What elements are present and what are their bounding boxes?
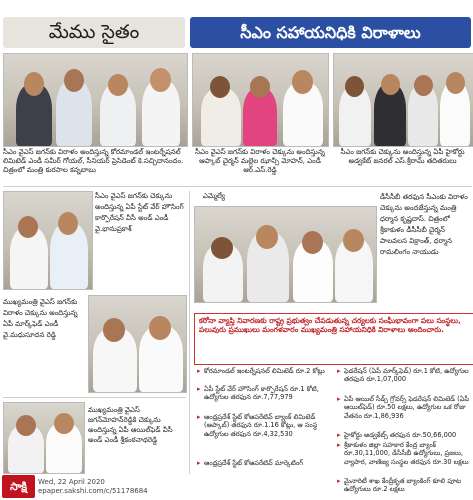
section-title-right — [190, 17, 471, 48]
photo-markfed — [88, 295, 187, 393]
donation-item: ▸ ఏపీ స్టేట్ వేర్ హౌసింగ్ కార్పొరేషన్ రూ.1 కోటి, ఉద్యోగుల తరఫున రూ.7,77,979 — [204, 385, 332, 402]
caption-oilfed: ముఖ్యమంత్రి వైఎస్ జగన్‌మోహన్‌రెడ్డికి చెక్కును అందిస్తున్న ఏపీ ఆయిల్‌ఫెడ్ వీసీ అండ్ ఎండీ శ్రీకంఠనాథరెడ్డి — [88, 406, 173, 444]
caption-warehousing: సీఎం వైఎస్ జగన్‌కు చెక్కును అందిస్తున్న ఏపీ స్టేట్ వేర్ హౌసింగ్ కార్పొరేషన్ వీసీ అండ్ ఎండీ వై.భానుప్రకాశ్ — [95, 192, 184, 233]
section-title-right-text: సీఎం సహాయనిధికి విరాళాలు — [240, 23, 421, 42]
donation-item: ▸ హైకోర్టు అడ్వకేట్స్ తరఫున రూ.50,66,000 — [344, 431, 472, 439]
section-title-left-text: మేము సైతం — [48, 21, 140, 43]
sakshi-logo: సాక్షి — [2, 475, 35, 498]
photo-oilfed — [3, 402, 85, 474]
divider — [3, 186, 472, 187]
footer-date: Wed, 22 April 2020 — [38, 478, 105, 486]
caption-apcob: సీఎం వైఎస్ జగన్‌కు విరాళం చెక్కును అందిస్తున్న ఆప్కాబ్ చైర్మన్ మల్లెల ఝాన్సీ మోహన్, ఎండీ ఆర్.ఎస్.రెడ్డి — [195, 148, 325, 174]
section-title-left — [3, 17, 185, 48]
donation-item: ▸ ఆంధ్రప్రదేశ్ స్టేట్ కోఆపరేటివ్ బ్యాంక్ లిమిటెడ్ (ఆప్కాబ్) తరఫున రూ.1.16 కోట్లు, ఆ సంస్థ ఉద్యోగుల తరఫున రూ.4,32,530 — [204, 413, 332, 438]
donation-item: ▸ ఏపీ ఆయిల్ సీడ్స్ గ్రోవర్స్ ఫెడరేషన్ లిమిటెడ్ (ఏపీ ఆయిల్‌ఫెడ్) రూ.50 లక్షలు, ఉద్యోగుల ఒక రోజు వేతనం రూ.1,86,936 — [344, 395, 472, 420]
photo-apcob — [192, 53, 329, 147]
donation-item: ▸ ఫెడరేషన్ (ఏపీ మార్క్‌ఫెడ్) రూ.1 కోటి, ఉద్యోగుల తరఫున రూ.1,07,000 — [344, 367, 472, 384]
donation-item: ▸ ఆంధ్రప్రదేశ్ స్టేట్ కోఆపరేటివ్ మార్కెటింగ్ — [204, 459, 332, 467]
photo-dccb — [194, 206, 377, 303]
label-mla: ఎమ్మెల్యే — [202, 192, 226, 200]
highlight-text: కరోనా వ్యాప్తి నివారణకు రాష్ట్ర ప్రభుత్వం చేపడుతున్న చర్యలకు సంఘీభావంగా పలు సంస్థలు, పలువురు ప్రముఖులు మంగళవారం ముఖ్యమంత్రి సహాయనిధికి విరాళాలు అందించారు. — [199, 316, 461, 335]
caption-advocates: సీఎం జగన్‌కు చెక్కును అందిస్తున్న ఏపీ హైకోర్టు అడ్వకేట్ జనరల్ ఎస్.శ్రీరామ్ తదితరులు — [340, 148, 465, 165]
donation-item: ▸ కోరమాండల్ ఇంటర్నేషనల్ లిమిటెడ్ రూ.2 కోట్లు — [204, 367, 332, 375]
footer-info — [38, 478, 148, 496]
caption-dccb: డీసీసీబీ తరఫున సీఎంకు విరాళం చెక్కును అందజేస్తున్న మంత్రి ధర్మాన కృష్ణదాస్. చిత్రంలో శ్రీకాకుళం డీసీసీబీ చైర్మన్ పాలవలస విక్రాంత్, ధర్మాన రామలింగం నాయుడు — [380, 193, 468, 256]
footer-url[interactable]: epaper.sakshi.com/c/51178684 — [38, 487, 148, 495]
photo-advocates — [333, 53, 473, 147]
caption-markfed: ముఖ్యమంత్రి వైఎస్ జగన్‌కు విరాళం చెక్కును అందిస్తున్న ఏపీ మార్క్‌ఫెడ్ ఎండీ వై.మధుసూదన రెడ్డి — [3, 298, 78, 339]
photo-warehousing — [3, 191, 93, 290]
photo-coromandel — [3, 53, 188, 147]
donation-item: ▸ మైనారిటీ శాఖ కేంద్రీకృత బ్యాంకింగ్ కూలి పూట ఉద్యోగులు రూ.2 లక్షలు — [344, 477, 472, 494]
donation-item: ▸ శ్రీకాకుళం జిల్లా సహకార కేంద్ర బ్యాంక్ రూ.30,11,000, డీసీసీబీ ఉద్యోగులు, ప్రజలు, వ్యాపార, వాణిజ్య సంస్థల తరఫున రూ.30 లక్షలు — [344, 441, 472, 466]
highlight-box — [194, 313, 473, 365]
column-divider — [189, 191, 190, 474]
divider-left — [3, 397, 186, 398]
caption-coromandel: సీఎం వైఎస్ జగన్‌కు విరాళం అందిస్తున్న కోరమాండల్ ఇంటర్నేషనల్ లిమిటెడ్ ఎండీ సమీర్ గోయల్, సీనియర్ ప్రెసిడెంట్ కె.సచ్చిదానందం. చిత్రంలో మంత్రి కురసాల కన్నబాబు — [3, 148, 184, 174]
